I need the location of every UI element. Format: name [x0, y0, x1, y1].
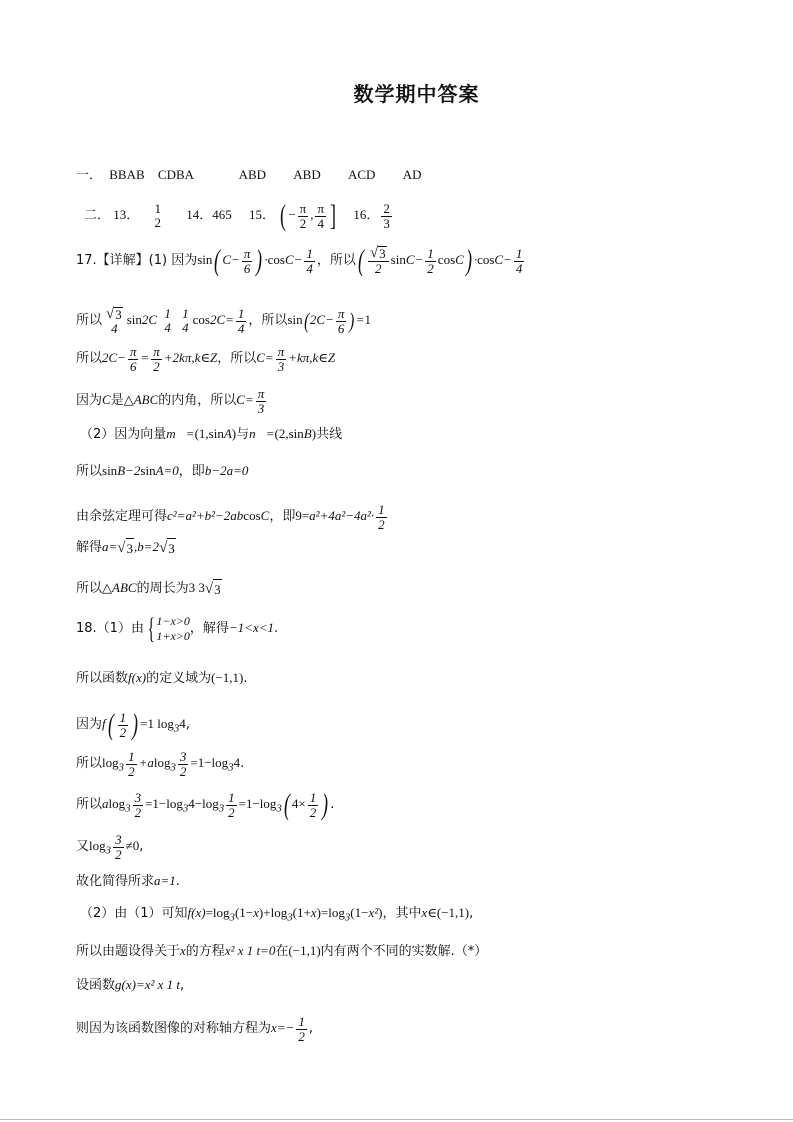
q18-line-6: 又$\log_3$ $\frac{3}{2}$ ≠0, — [76, 831, 144, 862]
fill-q16: 16． — [353, 207, 380, 222]
q18-line-3: 因为f( $\frac{1}{2}$ ) =1 $\log_34$, — [76, 708, 190, 742]
q15-upper: $\frac{\pi}{4}$ — [317, 200, 325, 231]
interval-close: ] — [330, 199, 337, 233]
mc-group-3: ABD — [238, 167, 267, 182]
q17-line-2: 所以 √ 3 4 sin2C 1 4 1 4 cos2C= $\frac{1}{4}$ ，所以sin(2C− $\frac{\pi}{6}$ )=1 — [76, 305, 371, 336]
page-title: 数学期中答案 — [353, 82, 480, 106]
q17-line-7: 由余弦定理可得c²=a²+b²−2abcosC，即9=a²+4a²−4a²· $\frac{1}{2}$ — [76, 501, 385, 532]
q15-lower: $\frac{\pi}{2}$ — [299, 200, 307, 231]
mc-group-2: CDBA — [157, 167, 194, 182]
q17-line-8: 解得a= √ 3 ,b=2 √ 3 — [76, 537, 783, 559]
q18-line-10: 设函数g(x)=x² x 1 t, — [76, 977, 185, 993]
q18-line-8: （2）由（1）可知$f(x)=\log_3(1-x)+\log_3(1+x)=\log_3(1-x^2)$，其中x∈(−1,1), — [80, 905, 474, 924]
q18-line-7: 故化简得所求a=1. — [76, 873, 180, 889]
q18-line-4: 所以$\log_3$ $\frac{1}{2}$ +alog$_3$ $\frac{3}{2}$ $=1-\log_34$. — [76, 748, 245, 779]
fill-q13: 13． — [113, 207, 140, 222]
mc-group-6: AD — [402, 167, 422, 182]
q18-line-11: 则因为该函数图像的对称轴方程为x=− $\frac{1}{2}$ , — [76, 1013, 313, 1044]
fill-q15: 15． — [249, 207, 276, 222]
q17-l1-mid: ，所以 — [316, 253, 356, 268]
q16-answer: $\frac{2}{3}$ — [383, 200, 390, 231]
mc-group-4: ABD — [293, 167, 321, 182]
q17-line-9: 所以△ABC的周长为3 3 √ 3 — [76, 578, 783, 600]
mc-answers-row — [76, 165, 783, 185]
fill-q14: 14．465 — [186, 207, 232, 222]
q17-line-6: 所以sinB−2sinA=0，即b−2a=0 — [76, 463, 249, 479]
q13-answer: 1 2 — [154, 201, 162, 231]
mc-prefix: 一． — [76, 167, 103, 182]
q18-line-5: 所以alog$_3$ $\frac{3}{2}$ $=1-\log_34-\log_3$ $\frac{1}{2}$ $=1-\log_3$( 4× $\frac{1}{2}$ ) . — [76, 788, 335, 822]
q17-line-4: 因为C是△ABC的内角，所以C= $\frac{\pi}{3}$ — [76, 385, 265, 416]
interval-open: ( — [280, 199, 287, 233]
fill-prefix: 二． — [84, 207, 111, 222]
q18-line-1: 18.（1）由 { 1−x>0 1+x>0 ，解得−1<x<1. — [76, 611, 279, 645]
q17-line-3: 所以2C− $\frac{\pi}{6}$ = $\frac{\pi}{2}$ +2kπ,k∈Z，所以C= $\frac{\pi}{3}$ +kπ,k∈Z — [76, 343, 336, 374]
q17-line-1: 17.【详解】(1) 因为sin( C− $\frac{\pi}{6}$ ) ·cosC− $\frac{1}{4}$ ，所以( √ 3 2 sinC− $\frac{1}{2}$ cosC) ·cosC− $\frac{1}{4}$ — [76, 244, 523, 278]
mc-group-1: BBAB — [109, 167, 145, 182]
q18-line-2: 所以函数f(x)的定义域为(−1,1). — [76, 670, 248, 686]
page-bottom-rule — [0, 1119, 793, 1120]
q18-line-9: 所以由题设得关于x的方程x² x 1 t=0在(−1,1)内有两个不同的实数解.（*） — [76, 943, 488, 959]
mc-group-5: ACD — [347, 167, 376, 182]
q17-label: 17.【详解】(1) 因为 — [76, 253, 198, 268]
q17-line-5: （2）因为向量m⃗=(1,sinA)与n⃗=(2,sinB)共线 — [80, 426, 343, 442]
fill-answers-row: 二． 13． 1 2 14．465 15． ( − $\frac{\pi}{2}$ , $\frac{\pi}{4}$ ] 16． $\frac{2}{3}$ — [84, 199, 390, 233]
